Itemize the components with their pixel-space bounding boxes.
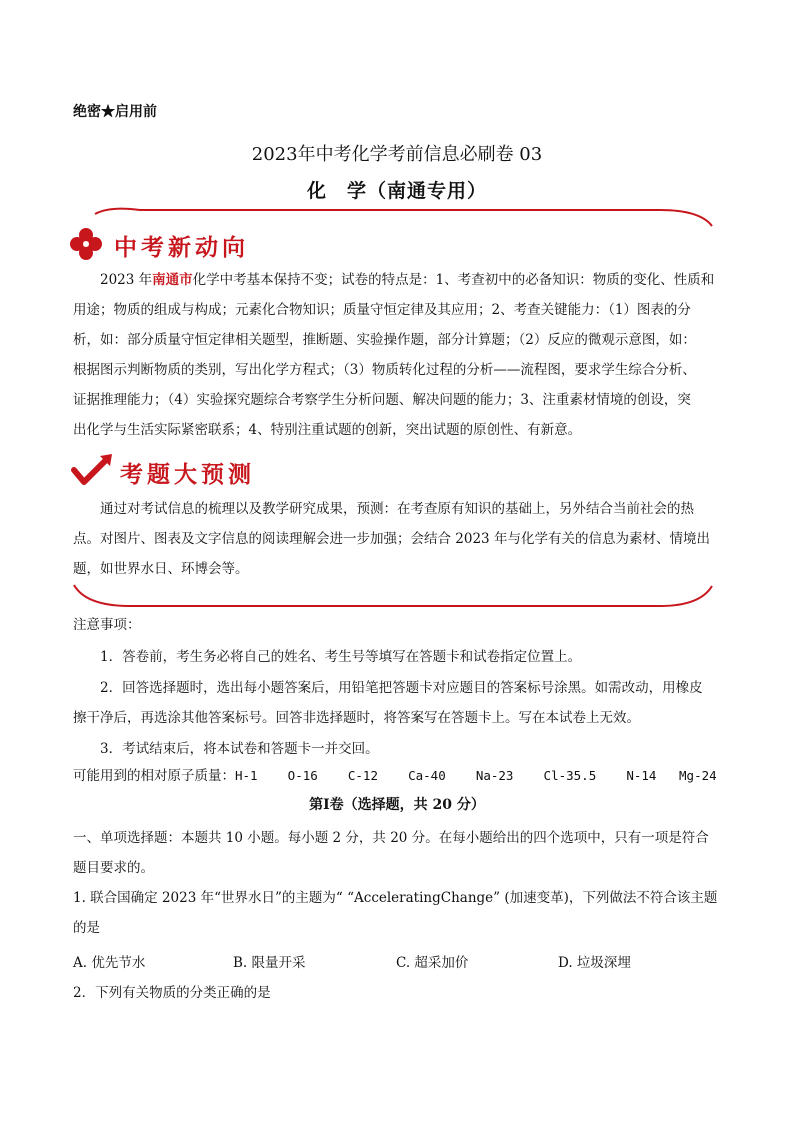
clover-icon <box>66 227 110 261</box>
question-1-option-a: A. 优先节水 <box>73 955 146 971</box>
confidential-mark: 绝密★启用前 <box>73 104 157 120</box>
predict-paragraph <box>73 494 723 584</box>
question-1-option-b: B. 限量开采 <box>233 955 306 971</box>
question-1-stem: 1. 联合国确定 2023 年“世界水日”的主题为“ “AcceleratingChange” (加速变革)，下列做法不符合该主题 <box>73 890 718 906</box>
trend-year: 2023 年 <box>100 272 153 288</box>
note-1: 1．答卷前，考生务必将自己的姓名、考生号等填写在答题卡和试卷指定位置上。 <box>100 649 582 665</box>
predict-line-1: 通过对考试信息的梳理以及教学研究成果，预测：在考查原有知识的基础上，另外结合当前社会的热 <box>100 501 694 517</box>
section-intro-2: 题目要求的。 <box>73 860 154 876</box>
predict-heading: 考题大预测 <box>120 462 255 488</box>
question-1-option-d: D. 垃圾深埋 <box>558 955 631 971</box>
trend-heading: 中考新动向 <box>114 235 249 261</box>
note-2b: 擦干净后，再选涂其他答案标号。回答非选择题时，将答案写在答题卡上。写在本试卷上无效。 <box>73 710 640 726</box>
atomic-masses-values: H-1 O-16 C-12 Ca-40 Na-23 Cl-35.5 N-14 Mg-24 <box>235 768 717 783</box>
predict-line-2: 点。对图片、图表及文字信息的阅读理解会进一步加强；会结合 2023 年与化学有关的信息为素材、情境出 <box>73 531 710 547</box>
predict-line-3: 题，如世界水日、环博会等。 <box>73 561 249 577</box>
trend-line-3: 析，如：部分质量守恒定律相关题型，推断题、实验操作题，部分计算题；（2）反应的微观示意图，如： <box>73 332 696 348</box>
trend-line-6: 出化学与生活实际紧密联系；4、特别注重试题的创新，突出试题的原创性、有新意。 <box>73 422 582 438</box>
note-3: 3．考试结束后，将本试卷和答题卡一并交回。 <box>100 741 379 757</box>
note-2a: 2．回答选择题时，选出每小题答案后，用铅笔把答题卡对应题目的答案标号涂黑。如需改动，用橡皮 <box>100 680 703 696</box>
trend-line-4: 根据图示判断物质的类别，写出化学方程式；（3）物质转化过程的分析——流程图，要求学生综合分析、 <box>73 362 696 378</box>
trend-city: 南通市 <box>152 272 193 288</box>
section-intro-1: 一、单项选择题：本题共 10 小题。每小题 2 分，共 20 分。在每小题给出的四个选项中，只有一项是符合 <box>73 830 709 846</box>
trend-line-2: 用途；物质的组成与构成；元素化合物知识；质量守恒定律及其应用；2、考查关键能力：（1）图表的分 <box>73 302 691 318</box>
paper-title: 2023年中考化学考前信息必刷卷 03 <box>251 144 543 165</box>
section-title: 第Ⅰ卷（选择题，共 20 分） <box>309 797 485 813</box>
trend-line-1: 化学中考基本保持不变；试卷的特点是：1、考查初中的必备知识：物质的变化、性质和 <box>192 272 715 288</box>
question-1-option-c: C. 超采加价 <box>396 955 469 971</box>
atomic-masses-label: 可能用到的相对原子质量： <box>73 768 235 784</box>
notes-title: 注意事项： <box>73 617 141 633</box>
trend-paragraph <box>73 265 723 445</box>
question-2-stem: 2．下列有关物质的分类正确的是 <box>73 985 271 1001</box>
check-arrow-icon <box>70 452 116 490</box>
paper-subtitle: 化 学（南通专用） <box>306 180 487 202</box>
atomic-masses <box>73 761 717 791</box>
trend-line-5: 证据推理能力；（4）实验探究题综合考察学生分析问题、解决问题的能力；3、注重素材情境的创设，突 <box>73 392 691 408</box>
question-1-stem-cont: 的是 <box>73 920 100 936</box>
